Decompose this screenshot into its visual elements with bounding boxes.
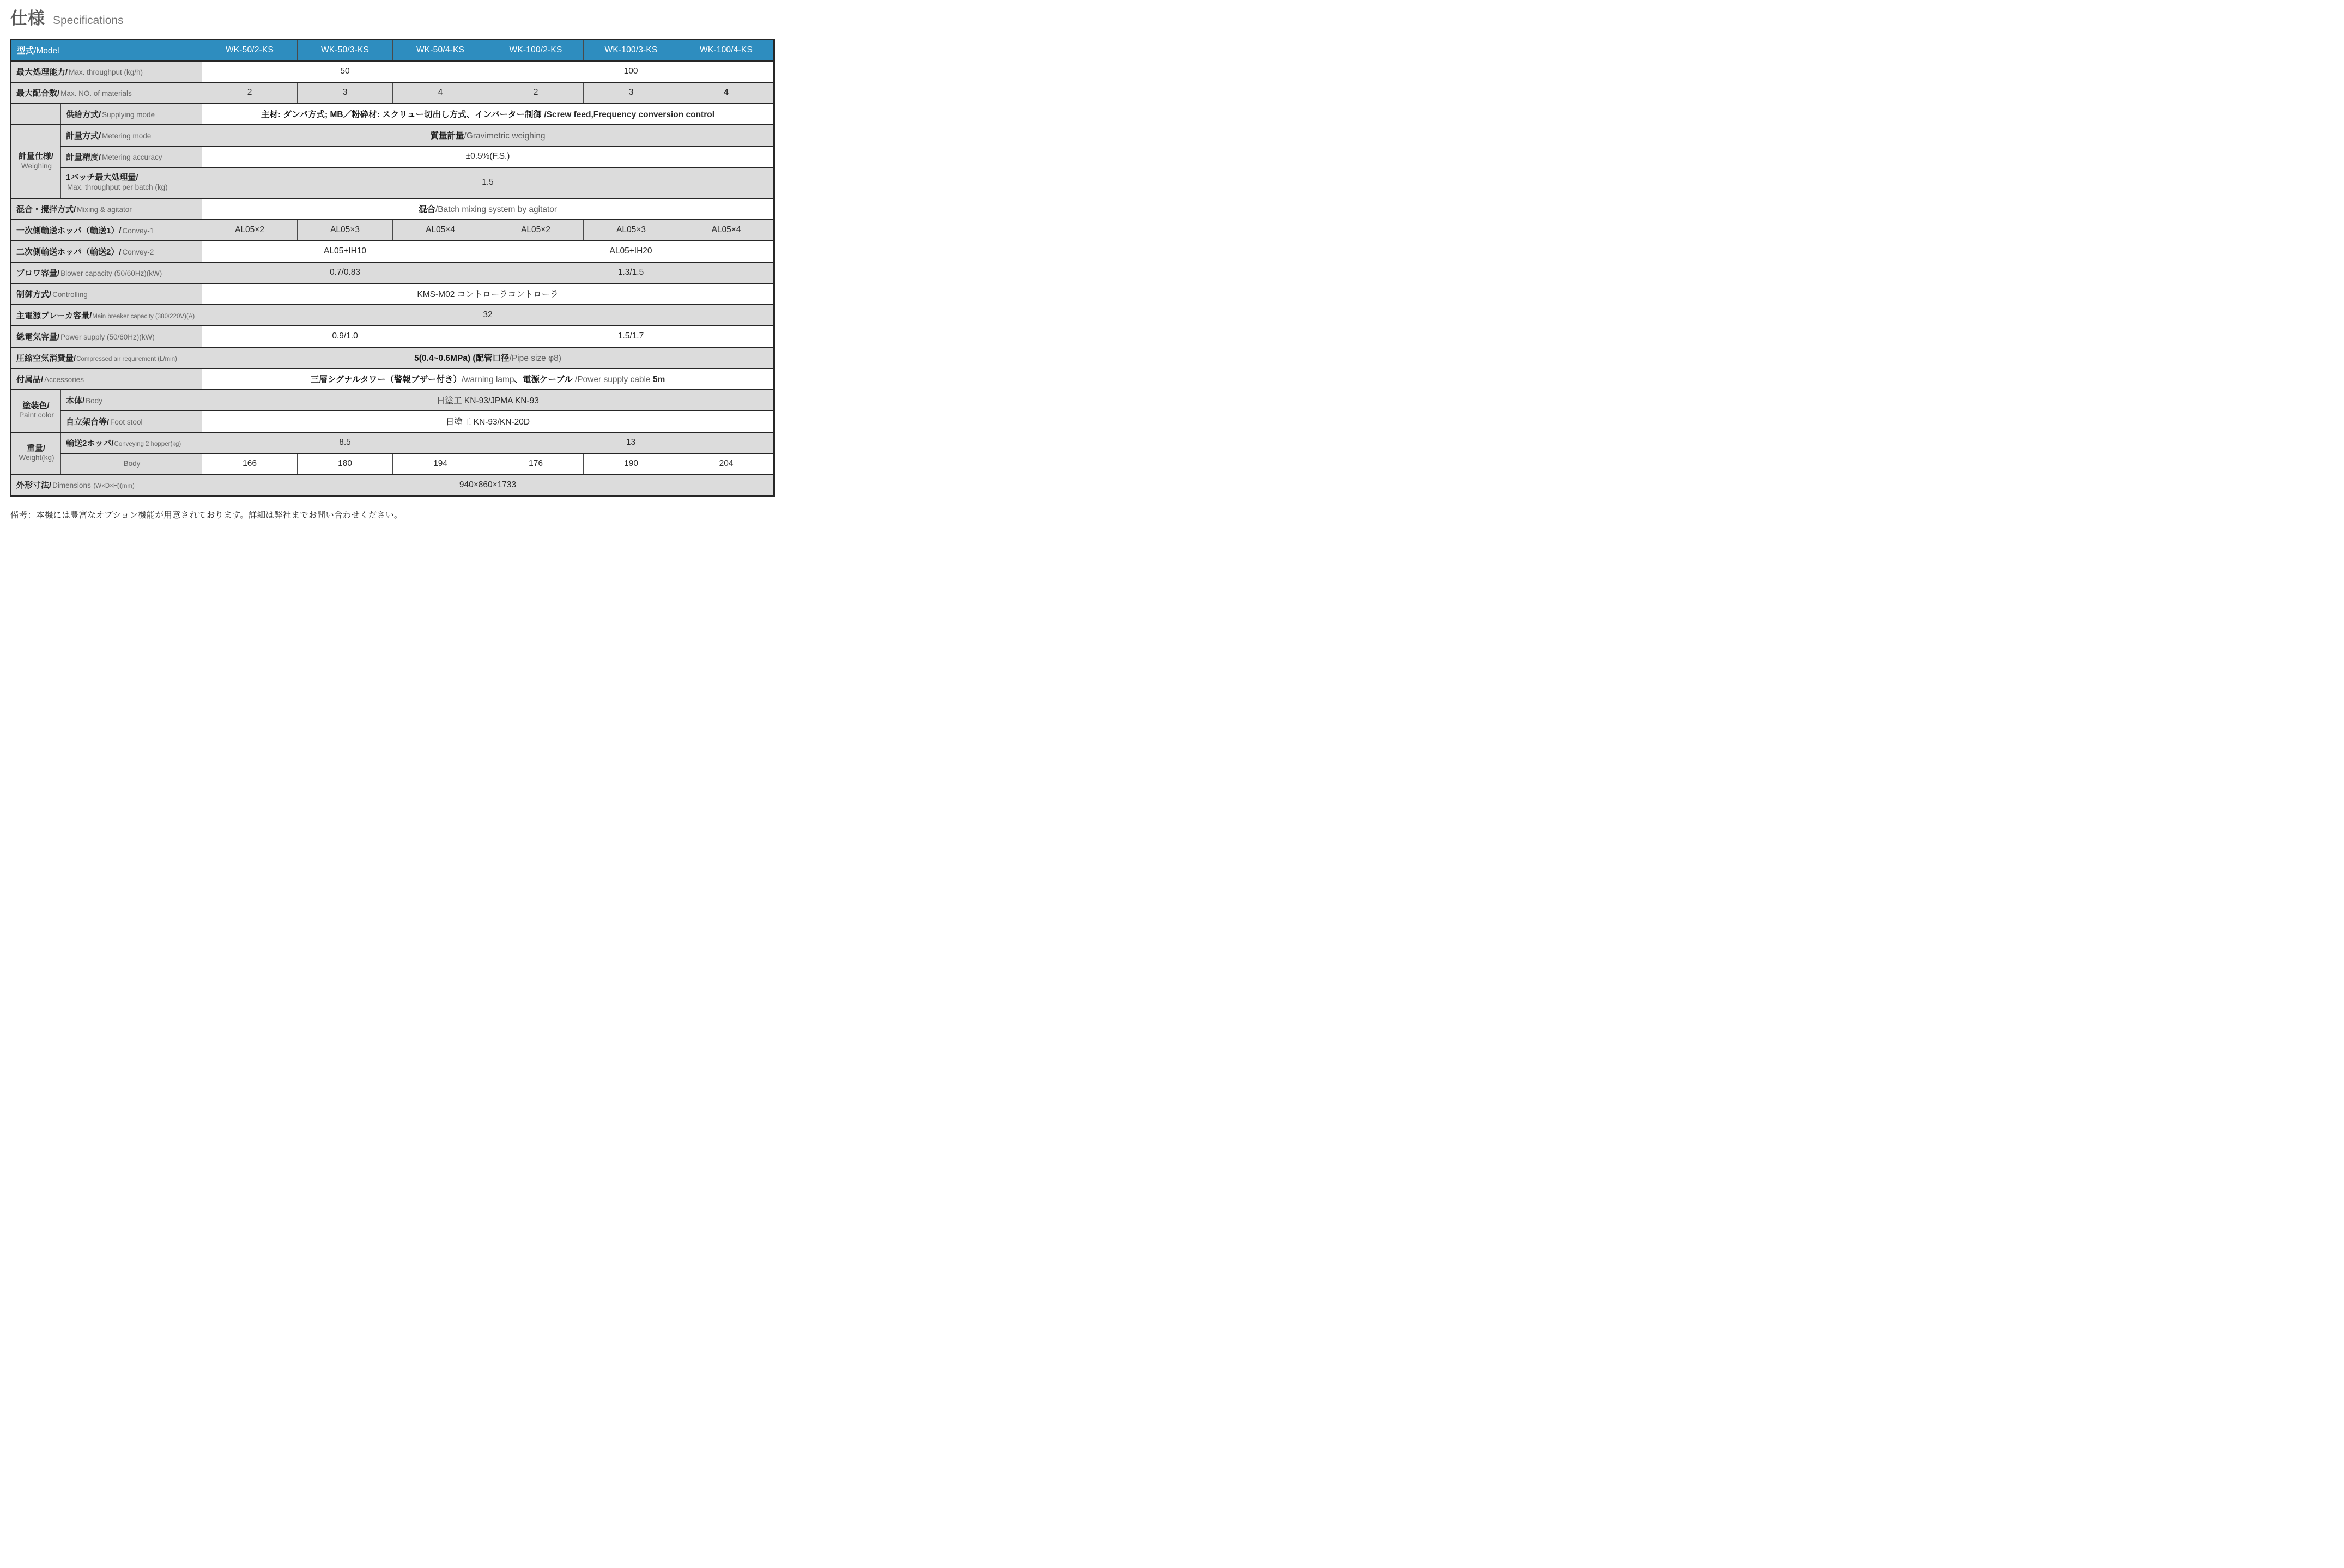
value-supplying-jp: 主材: ダンパ方式; MB／粉砕材: スクリュー切出し方式、インバーター制御 — [261, 110, 542, 119]
value-paint-body: 日塗工 KN-93/JPMA KN-93 — [202, 390, 774, 411]
group-paint-jp: 塗装色/ — [22, 401, 50, 410]
label-metering-mode — [61, 125, 202, 146]
label-weight-hopper — [61, 432, 202, 453]
header-model-5: WK-100/3-KS — [584, 40, 679, 61]
label-blower — [11, 262, 202, 283]
header-model-label-en: /Model — [34, 46, 59, 56]
label-controlling — [11, 283, 202, 305]
row-breaker — [11, 305, 774, 326]
label-metering-mode-en: Metering mode — [102, 131, 152, 140]
label-supplying-mode — [61, 104, 202, 125]
value-materials-1: 2 — [202, 82, 298, 104]
value-accessories-s5: 5m — [652, 375, 665, 384]
label-convey-1-en: Convey-1 — [122, 226, 154, 235]
label-dimensions-en-small: (W×D×H)(mm) — [93, 483, 135, 490]
value-convey2-100: AL05+IH20 — [488, 241, 774, 262]
label-batch-throughput — [61, 167, 202, 198]
label-mixing — [11, 198, 202, 220]
value-body-2: 180 — [298, 453, 393, 475]
specifications-table — [10, 39, 775, 497]
value-supplying-mode — [202, 104, 774, 125]
label-paint-body-jp: 本体/ — [66, 396, 85, 405]
row-convey-1 — [11, 220, 774, 241]
value-compressed-air — [202, 347, 774, 368]
label-breaker-jp: 主電源ブレーカ容量/ — [16, 311, 92, 320]
header-model-3: WK-50/4-KS — [393, 40, 488, 61]
value-breaker: 32 — [202, 305, 774, 326]
label-max-throughput — [11, 61, 202, 82]
value-power-100: 1.5/1.7 — [488, 326, 774, 347]
group-weight-en: Weight(kg) — [19, 453, 54, 462]
value-convey1-4: AL05×2 — [488, 220, 584, 241]
label-blower-en: Blower capacity (50/60Hz)(kW) — [60, 269, 162, 277]
label-max-materials — [11, 82, 202, 104]
value-power-50: 0.9/1.0 — [202, 326, 488, 347]
row-batch-throughput — [11, 167, 774, 198]
label-controlling-jp: 制御方式/ — [16, 289, 52, 299]
value-hopper-50: 8.5 — [202, 432, 488, 453]
row-weight-body — [11, 453, 774, 475]
value-body-3: 194 — [393, 453, 488, 475]
group-label-paint-color — [11, 390, 61, 432]
row-metering-mode — [11, 125, 774, 146]
row-convey-2 — [11, 241, 774, 262]
header-model-label-jp: 型式 — [17, 46, 34, 56]
label-convey-2 — [11, 241, 202, 262]
label-convey-1-jp: 一次側輸送ホッパ（輸送1）/ — [16, 226, 122, 235]
label-dimensions-jp: 外形寸法/ — [16, 481, 52, 491]
value-convey1-2: AL05×3 — [298, 220, 393, 241]
row-mixing — [11, 198, 774, 220]
label-controlling-en: Controlling — [52, 290, 88, 299]
row-max-throughput — [11, 61, 774, 82]
group-weighing-jp: 計量仕様/ — [18, 152, 54, 161]
label-power-supply — [11, 326, 202, 347]
value-supplying-en: /Screw feed,Frequency conversion control — [542, 110, 715, 119]
label-blower-jp: ブロワ容量/ — [16, 268, 60, 278]
header-model-1: WK-50/2-KS — [202, 40, 298, 61]
table-header-row — [11, 40, 774, 61]
value-throughput-50: 50 — [202, 61, 488, 82]
header-model-2: WK-50/3-KS — [298, 40, 393, 61]
label-max-materials-en: Max. NO. of materials — [60, 89, 132, 98]
row-accessories — [11, 368, 774, 390]
value-air-en: /Pipe size φ8) — [509, 354, 561, 363]
label-breaker — [11, 305, 202, 326]
value-paint-foot-stool: 日塗工 KN-93/KN-20D — [202, 411, 774, 432]
label-compressed-air-jp: 圧縮空気消費量/ — [16, 353, 76, 363]
label-max-throughput-jp: 最大処理能力/ — [16, 67, 68, 77]
label-supplying-mode-jp: 供給方式/ — [66, 110, 101, 119]
value-batch-throughput: 1.5 — [202, 167, 774, 198]
row-max-materials — [11, 82, 774, 104]
page-title-jp: 仕様 — [10, 9, 45, 28]
value-body-1: 166 — [202, 453, 298, 475]
label-batch-jp: 1バッチ最大処理量/ — [66, 173, 138, 183]
row-blower — [11, 262, 774, 283]
label-power-supply-en: Power supply (50/60Hz)(kW) — [60, 332, 155, 341]
page-title — [10, 4, 124, 29]
label-max-throughput-en: Max. throughput (kg/h) — [69, 68, 143, 76]
value-body-4: 176 — [488, 453, 584, 475]
label-mixing-jp: 混合・攪拌方式/ — [16, 204, 76, 214]
row-controlling — [11, 283, 774, 305]
group-label-weighing — [11, 125, 61, 198]
label-metering-accuracy-jp: 計量精度/ — [66, 152, 101, 162]
label-mixing-en: Mixing & agitator — [77, 205, 132, 214]
row-paint-body — [11, 390, 774, 411]
label-metering-mode-jp: 計量方式/ — [66, 131, 101, 141]
row-power-supply — [11, 326, 774, 347]
label-max-materials-jp: 最大配合数/ — [16, 88, 60, 98]
value-body-5: 190 — [584, 453, 679, 475]
value-dimensions: 940×860×1733 — [202, 475, 774, 496]
value-mixing — [202, 198, 774, 220]
label-supplying-mode-en: Supplying mode — [102, 110, 155, 119]
value-convey1-5: AL05×3 — [584, 220, 679, 241]
value-throughput-100: 100 — [488, 61, 774, 82]
header-model-label — [11, 40, 202, 61]
weighing-group-empty-cell — [11, 104, 61, 125]
value-convey2-50: AL05+IH10 — [202, 241, 488, 262]
value-mixing-jp: 混合 — [418, 205, 435, 214]
label-weight-body — [61, 453, 202, 475]
label-power-supply-jp: 総電気容量/ — [16, 332, 60, 342]
label-compressed-air-en: Compressed air requirement (L/min) — [76, 355, 177, 362]
value-accessories-s1: 三層シグナルタワー（警報ブザー付き） — [310, 375, 462, 384]
label-paint-foot-jp: 自立架台等/ — [66, 417, 110, 427]
group-weighing-en: Weighing — [21, 161, 52, 170]
label-convey-1 — [11, 220, 202, 241]
value-materials-5: 3 — [584, 82, 679, 104]
group-label-weight — [11, 432, 61, 475]
label-paint-foot-en: Foot stool — [110, 417, 143, 426]
value-blower-50: 0.7/0.83 — [202, 262, 488, 283]
label-accessories-jp: 付属品/ — [16, 374, 44, 384]
label-breaker-en: Main breaker capacity (380/220V)(A) — [92, 313, 195, 320]
value-controlling: KMS-M02 コントローラコントローラ — [202, 283, 774, 305]
value-mixing-en: /Batch mixing system by agitator — [435, 205, 558, 214]
value-accessories-s4: /Power supply cable — [574, 375, 653, 384]
value-metering-accuracy: ±0.5%(F.S.) — [202, 146, 774, 167]
footer-note: 備考：本機には豊富なオプション機能が用意されております。詳細は弊社までお問い合わせください。 — [10, 511, 403, 520]
row-supplying-mode — [11, 104, 774, 125]
label-dimensions — [11, 475, 202, 496]
label-batch-en: Max. throughput per batch (kg) — [67, 183, 168, 191]
group-paint-en: Paint color — [19, 411, 54, 420]
specifications-page — [0, 0, 782, 523]
label-paint-body-en: Body — [86, 396, 102, 405]
label-paint-body — [61, 390, 202, 411]
label-convey-2-en: Convey-2 — [122, 247, 154, 256]
label-dimensions-en: Dimensions — [52, 481, 93, 490]
label-compressed-air — [11, 347, 202, 368]
value-materials-6: 4 — [679, 82, 774, 104]
header-model-4: WK-100/2-KS — [488, 40, 584, 61]
value-convey1-1: AL05×2 — [202, 220, 298, 241]
value-materials-3: 4 — [393, 82, 488, 104]
label-weight-hopper-jp: 輸送2ホッパ/ — [66, 438, 114, 448]
value-metering-mode-jp: 質量計量 — [430, 131, 464, 141]
label-accessories-en: Accessories — [44, 375, 84, 384]
row-paint-foot-stool — [11, 411, 774, 432]
row-dimensions — [11, 475, 774, 496]
value-convey1-6: AL05×4 — [679, 220, 774, 241]
label-paint-foot-stool — [61, 411, 202, 432]
label-accessories — [11, 368, 202, 390]
label-metering-accuracy — [61, 146, 202, 167]
value-metering-mode-en: /Gravimetric weighing — [464, 131, 546, 141]
value-hopper-100: 13 — [488, 432, 774, 453]
label-weight-body-text: Body — [123, 459, 141, 468]
value-convey1-3: AL05×4 — [393, 220, 488, 241]
label-metering-accuracy-en: Metering accuracy — [102, 153, 162, 161]
row-compressed-air — [11, 347, 774, 368]
label-weight-hopper-en: Conveying 2 hopper(kg) — [114, 440, 181, 447]
label-convey-2-jp: 二次側輸送ホッパ（輸送2）/ — [16, 247, 122, 257]
value-body-6: 204 — [679, 453, 774, 475]
value-metering-mode — [202, 125, 774, 146]
value-materials-2: 3 — [298, 82, 393, 104]
value-air-jp: 5(0.4~0.6MPa) (配管口径 — [414, 354, 510, 363]
value-accessories-s2: /warning lamp — [461, 375, 514, 384]
value-blower-100: 1.3/1.5 — [488, 262, 774, 283]
page-title-en: Specifications — [53, 14, 124, 27]
value-accessories-s3: 、電源ケーブル — [514, 375, 575, 384]
header-model-6: WK-100/4-KS — [679, 40, 774, 61]
row-weight-hopper — [11, 432, 774, 453]
group-weight-jp: 重量/ — [26, 443, 46, 453]
value-materials-4: 2 — [488, 82, 584, 104]
value-accessories — [202, 368, 774, 390]
row-metering-accuracy — [11, 146, 774, 167]
